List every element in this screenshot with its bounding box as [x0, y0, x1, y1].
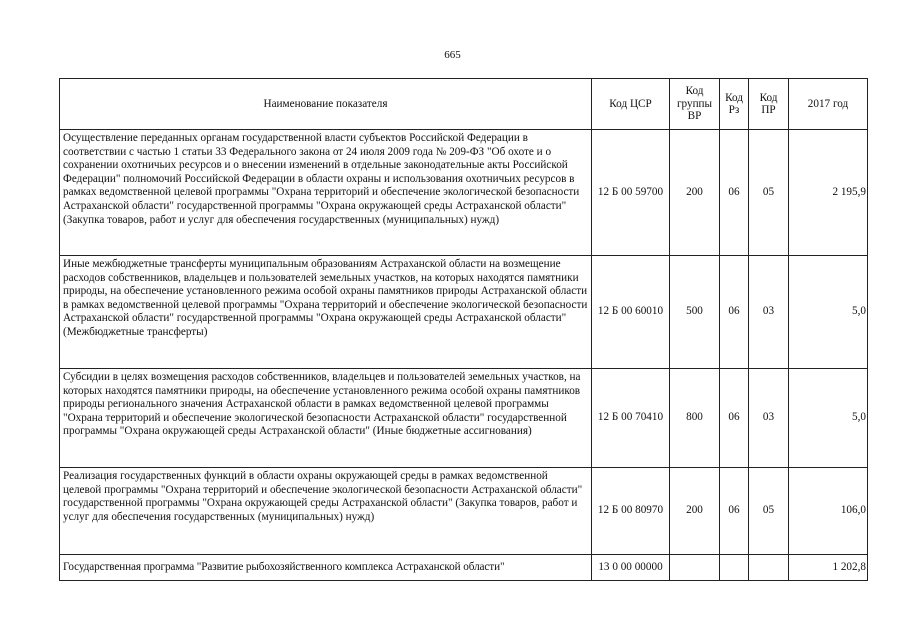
row-pr-code: 05 — [749, 130, 789, 256]
row-pr-code: 03 — [749, 256, 789, 369]
page-number: 665 — [444, 49, 461, 61]
header-year: 2017 год — [789, 79, 868, 130]
row-rz-code: 06 — [720, 256, 749, 369]
table-row — [60, 468, 868, 555]
row-csr-code: 12 Б 00 80970 — [592, 468, 670, 555]
row-name: Реализация государственных функций в области охраны окружающей среды в рамках ведомственной целевой программы "Охрана территорий и обеспечение экологической безопасности Астраханской области" государственной программы "Охрана окружающей среды Астраханской области" (Закупка товаров, работ и услуг для обеспечения государственных (муниципальных) нужд) — [60, 468, 592, 555]
header-vr-line: Код — [685, 85, 704, 98]
header-name: Наименование показателя — [60, 79, 592, 130]
table-header-row — [60, 79, 868, 130]
row-pr-code — [749, 555, 789, 581]
row-csr-code: 13 0 00 00000 — [592, 555, 670, 581]
header-pr-code — [749, 79, 789, 130]
row-name: Государственная программа "Развитие рыбохозяйственного комплекса Астраханской области" — [60, 555, 592, 581]
row-rz-code: 06 — [720, 130, 749, 256]
row-rz-code — [720, 555, 749, 581]
row-name: Осуществление переданных органам государственной власти субъектов Российской Федерации в соответствии с частью 1 статьи 33 Федерального закона от 24 июля 2009 года № 209-ФЗ "Об охоте и о сохранении охотничьих ресурсов и о внесении изменений в отдельные законодательные акты Российской Федерации" полномочий Российской Федерации в области охраны и использования охотничьих ресурсов в рамках ведомственной целевой программы "Охрана территорий и обеспечение экологической безопасности Астраханской области" государственной программы "Охрана окружающей среды Астраханской области" (Закупка товаров, работ и услуг для обеспечения государственных (муниципальных) нужд) — [60, 130, 592, 256]
table-row — [60, 256, 868, 369]
row-csr-code: 12 Б 00 70410 — [592, 369, 670, 468]
row-vr-code: 200 — [670, 468, 720, 555]
header-vr-code — [670, 79, 720, 130]
row-csr-code: 12 Б 00 60010 — [592, 256, 670, 369]
row-vr-code: 800 — [670, 369, 720, 468]
row-pr-code: 05 — [749, 468, 789, 555]
row-pr-code: 03 — [749, 369, 789, 468]
row-amount: 1 202,8 — [789, 555, 868, 581]
header-rz-code — [720, 79, 749, 130]
budget-table — [59, 78, 868, 581]
header-rz-line: Код — [725, 91, 743, 104]
header-vr-line: группы — [676, 97, 713, 110]
header-vr-line: ВР — [687, 110, 702, 123]
row-amount: 5,0 — [789, 256, 868, 369]
row-vr-code: 500 — [670, 256, 720, 369]
row-name: Иные межбюджетные трансферты муниципальным образованиям Астраханской области на возмещение расходов собственников, владельцев и пользователей земельных участков, на которых находятся памятники природы, на обеспечение установленного режима особой охраны памятников природы Астраханской области в рамках ведомственной целевой программы "Охрана территорий и обеспечение экологической безопасности Астраханской области" государственной программы "Охрана окружающей среды Астраханской области" (Межбюджетные трансферты) — [60, 256, 592, 369]
header-pr-line: ПР — [761, 104, 776, 116]
row-vr-code — [670, 555, 720, 581]
table-row — [60, 130, 868, 256]
row-rz-code: 06 — [720, 369, 749, 468]
row-amount: 5,0 — [789, 369, 868, 468]
table-row — [60, 369, 868, 468]
row-amount: 2 195,9 — [789, 130, 868, 256]
header-pr-line: Код — [759, 91, 778, 104]
row-name: Субсидии в целях возмещения расходов собственников, владельцев и пользователей земельных участков, на которых находятся памятники природы, на обеспечение установленного режима особой охраны памятников природы регионального значения Астраханской области в рамках ведомственной целевой программы "Охрана территорий и обеспечение экологической безопасности Астраханской области" государственной программы "Охрана окружающей среды Астраханской области" (Иные бюджетные ассигнования) — [60, 369, 592, 468]
table-row — [60, 555, 868, 581]
row-vr-code: 200 — [670, 130, 720, 256]
header-rz-line: Рз — [728, 104, 740, 116]
header-csr-code: Код ЦСР — [592, 79, 670, 130]
row-rz-code: 06 — [720, 468, 749, 555]
row-csr-code: 12 Б 00 59700 — [592, 130, 670, 256]
row-amount: 106,0 — [789, 468, 868, 555]
